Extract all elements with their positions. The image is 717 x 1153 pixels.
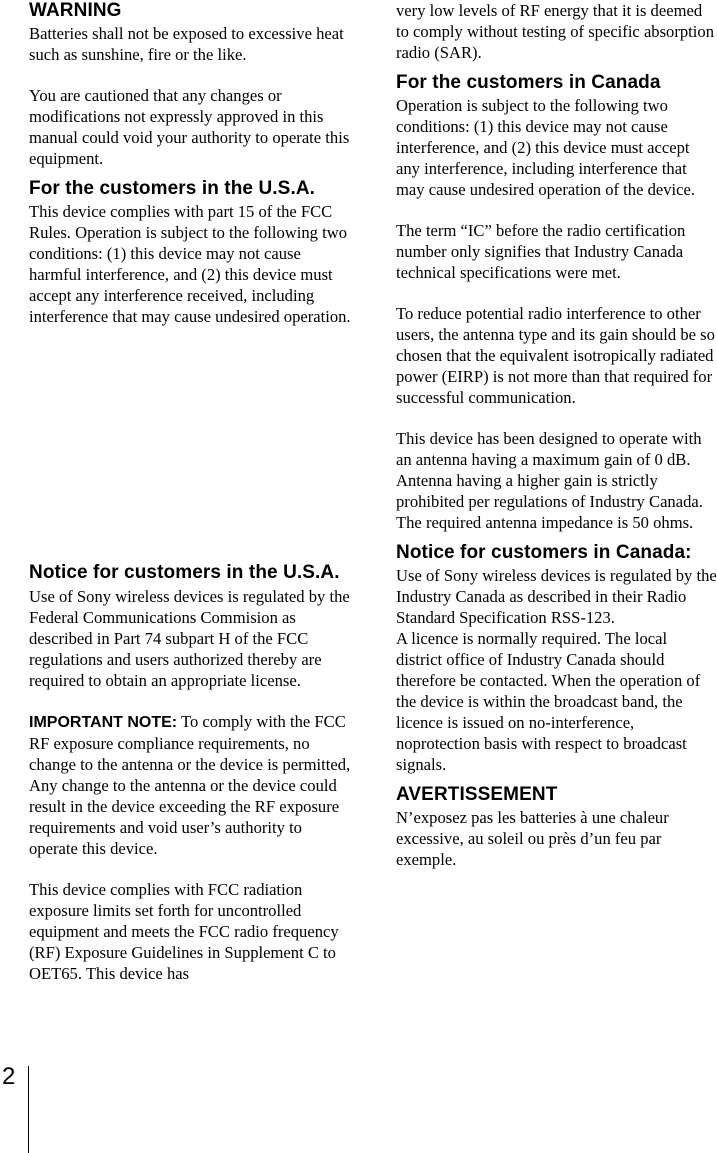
- page-number: 2: [2, 1063, 16, 1090]
- left-lower-section: [29, 560, 353, 984]
- notice-canada-paragraph-2: A licence is normally required. The local district office of Industry Canada should therefore be contacted. When the operation of the device is within the broadcast band, the licence is issued on no-interference, noprotection basis with respect to broadcast signals.: [396, 629, 701, 774]
- warning-paragraph-2: You are cautioned that any changes or modifications not expressly approved in this manual could void your authority to operate this equipment.: [29, 86, 350, 168]
- important-note-paragraph-2: Any change to the antenna or the device could result in the device exceeding the RF exposure requirements and void user’s authority to operate this device.: [29, 776, 340, 858]
- important-note-label: IMPORTANT NOTE:: [29, 714, 178, 731]
- exposure-paragraph: This device complies with FCC radiation exposure limits set forth for uncontrolled equipment and meets the FCC radio frequency (RF) Exposure Guidelines in Supplement C to OET65. This device has: [29, 880, 339, 983]
- avertissement-heading: AVERTISSEMENT: [396, 784, 558, 805]
- page-margin-rule: [28, 1066, 29, 1153]
- canada-heading: For the customers in Canada: [396, 72, 661, 93]
- notice-usa-paragraph: Use of Sony wireless devices is regulated by the Federal Communications Commision as described in Part 74 subpart H of the FCC regulations and users authorized thereby are required to obtain an appropriate license.: [29, 587, 350, 690]
- warning-heading: WARNING: [29, 0, 122, 21]
- canada-paragraph-1: Operation is subject to the following two conditions: (1) this device may not cause interference, and (2) this device must accept any interference, including interference that may cause undesired operation of the device.: [396, 96, 696, 199]
- left-column: [29, 0, 353, 327]
- notice-canada-heading: Notice for customers in Canada:: [396, 542, 692, 563]
- usa-paragraph: This device complies with part 15 of the FCC Rules. Operation is subject to the following two conditions: (1) this device may not cause harmful interference, and (2) this device must accept any interference received, including interference that may cause undesired operation.: [29, 202, 351, 326]
- canada-paragraph-2: The term “IC” before the radio certification number only signifies that Industry Canada technical specifications were met.: [396, 221, 686, 282]
- continued-paragraph: very low levels of RF energy that it is deemed to comply without testing of specific absorption radio (SAR).: [396, 1, 714, 62]
- notice-canada-paragraph-1: Use of Sony wireless devices is regulated by the Industry Canada as described in their Radio Standard Specification RSS-123.: [396, 566, 717, 627]
- usa-heading: For the customers in the U.S.A.: [29, 178, 316, 199]
- canada-paragraph-4b: Antenna having a higher gain is strictly prohibited per regulations of Industry Canada.: [396, 471, 703, 511]
- warning-paragraph-1: Batteries shall not be exposed to excessive heat such as sunshine, fire or the like.: [29, 24, 344, 64]
- important-note-text: To comply with the FCC RF exposure compliance requirements, no change to the antenna or the device is permitted,: [29, 712, 351, 774]
- canada-paragraph-4c: The required antenna impedance is 50 ohms.: [396, 513, 694, 532]
- canada-paragraph-3: To reduce potential radio interference to other users, the antenna type and its gain should be so chosen that the equivalent isotropically radiated power (EIRP) is not more than that required for successful communication.: [396, 304, 715, 407]
- avertissement-paragraph: N’exposez pas les batteries à une chaleur excessive, au soleil ou près d’un feu par exemple.: [396, 808, 669, 869]
- canada-paragraph-4a: This device has been designed to operate with an antenna having a maximum gain of 0 dB.: [396, 429, 702, 469]
- important-note-paragraph: [29, 711, 353, 775]
- notice-usa-heading: Notice for customers in the U.S.A.: [29, 562, 340, 583]
- right-column: [396, 0, 717, 870]
